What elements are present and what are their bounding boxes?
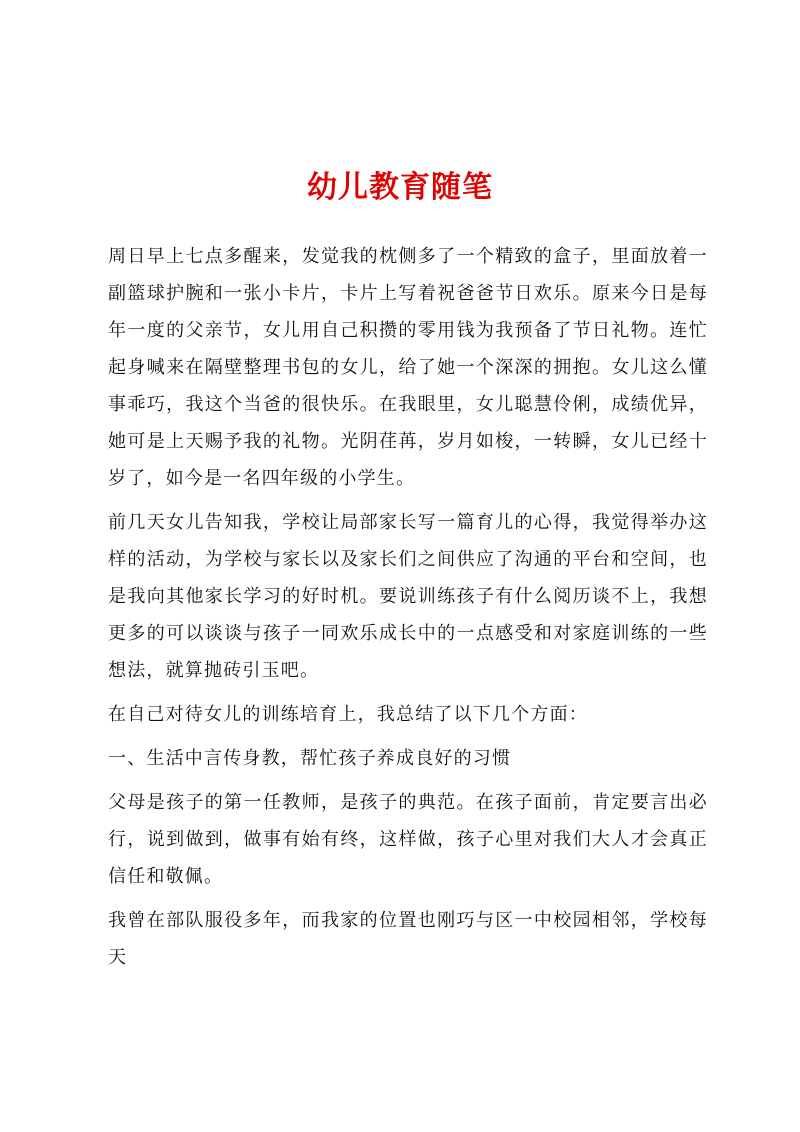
paragraph-4: 父母是孩子的第一任教师，是孩子的典范。在孩子面前，肯定要言出必行，说到做到，做事有始有终，这样做，孩子心里对我们大人才会真正信任和敬佩。 bbox=[108, 792, 708, 887]
paragraph-5: 我曾在部队服役多年，而我家的位置也刚巧与区一中校园相邻，学校每天 bbox=[108, 910, 708, 968]
document-title: 幼儿教育随笔 bbox=[307, 170, 493, 205]
paragraph-3: 在自己对待女儿的训练培育上，我总结了以下几个方面： bbox=[108, 704, 588, 725]
paragraph-1: 周日早上七点多醒来，发觉我的枕侧多了一个精致的盒子，里面放着一副篮球护腕和一张小卡片，卡片上写着祝爸爸节日欢乐。原来今日是每年一度的父亲节，女儿用自己积攒的零用钱为我预备了节日礼物。连忙起身喊来在隔壁整理书包的女儿，给了她一个深深的拥抱。女儿这么懂事乖巧，我这个当爸的很快乐。在我眼里，女儿聪慧伶俐，成绩优异，她可是上天赐予我的礼物。光阴荏苒，岁月如梭，一转瞬，女儿已经十岁了，如今是一名四年级的小学生。 bbox=[108, 246, 708, 489]
document-body bbox=[108, 238, 708, 976]
paragraph-2: 前几天女儿告知我，学校让局部家长写一篇育儿的心得，我觉得举办这样的活动，为学校与家长以及家长们之间供应了沟通的平台和空间，也是我向其他家长学习的好时机。要说训练孩子有什么阅历谈不上，我想更多的可以谈谈与孩子一同欢乐成长中的一点感受和对家庭训练的一些想法，就算抛砖引玉吧。 bbox=[108, 512, 708, 681]
section-heading-1: 一、生活中言传身教，帮忙孩子养成良好的习惯 bbox=[108, 748, 512, 769]
